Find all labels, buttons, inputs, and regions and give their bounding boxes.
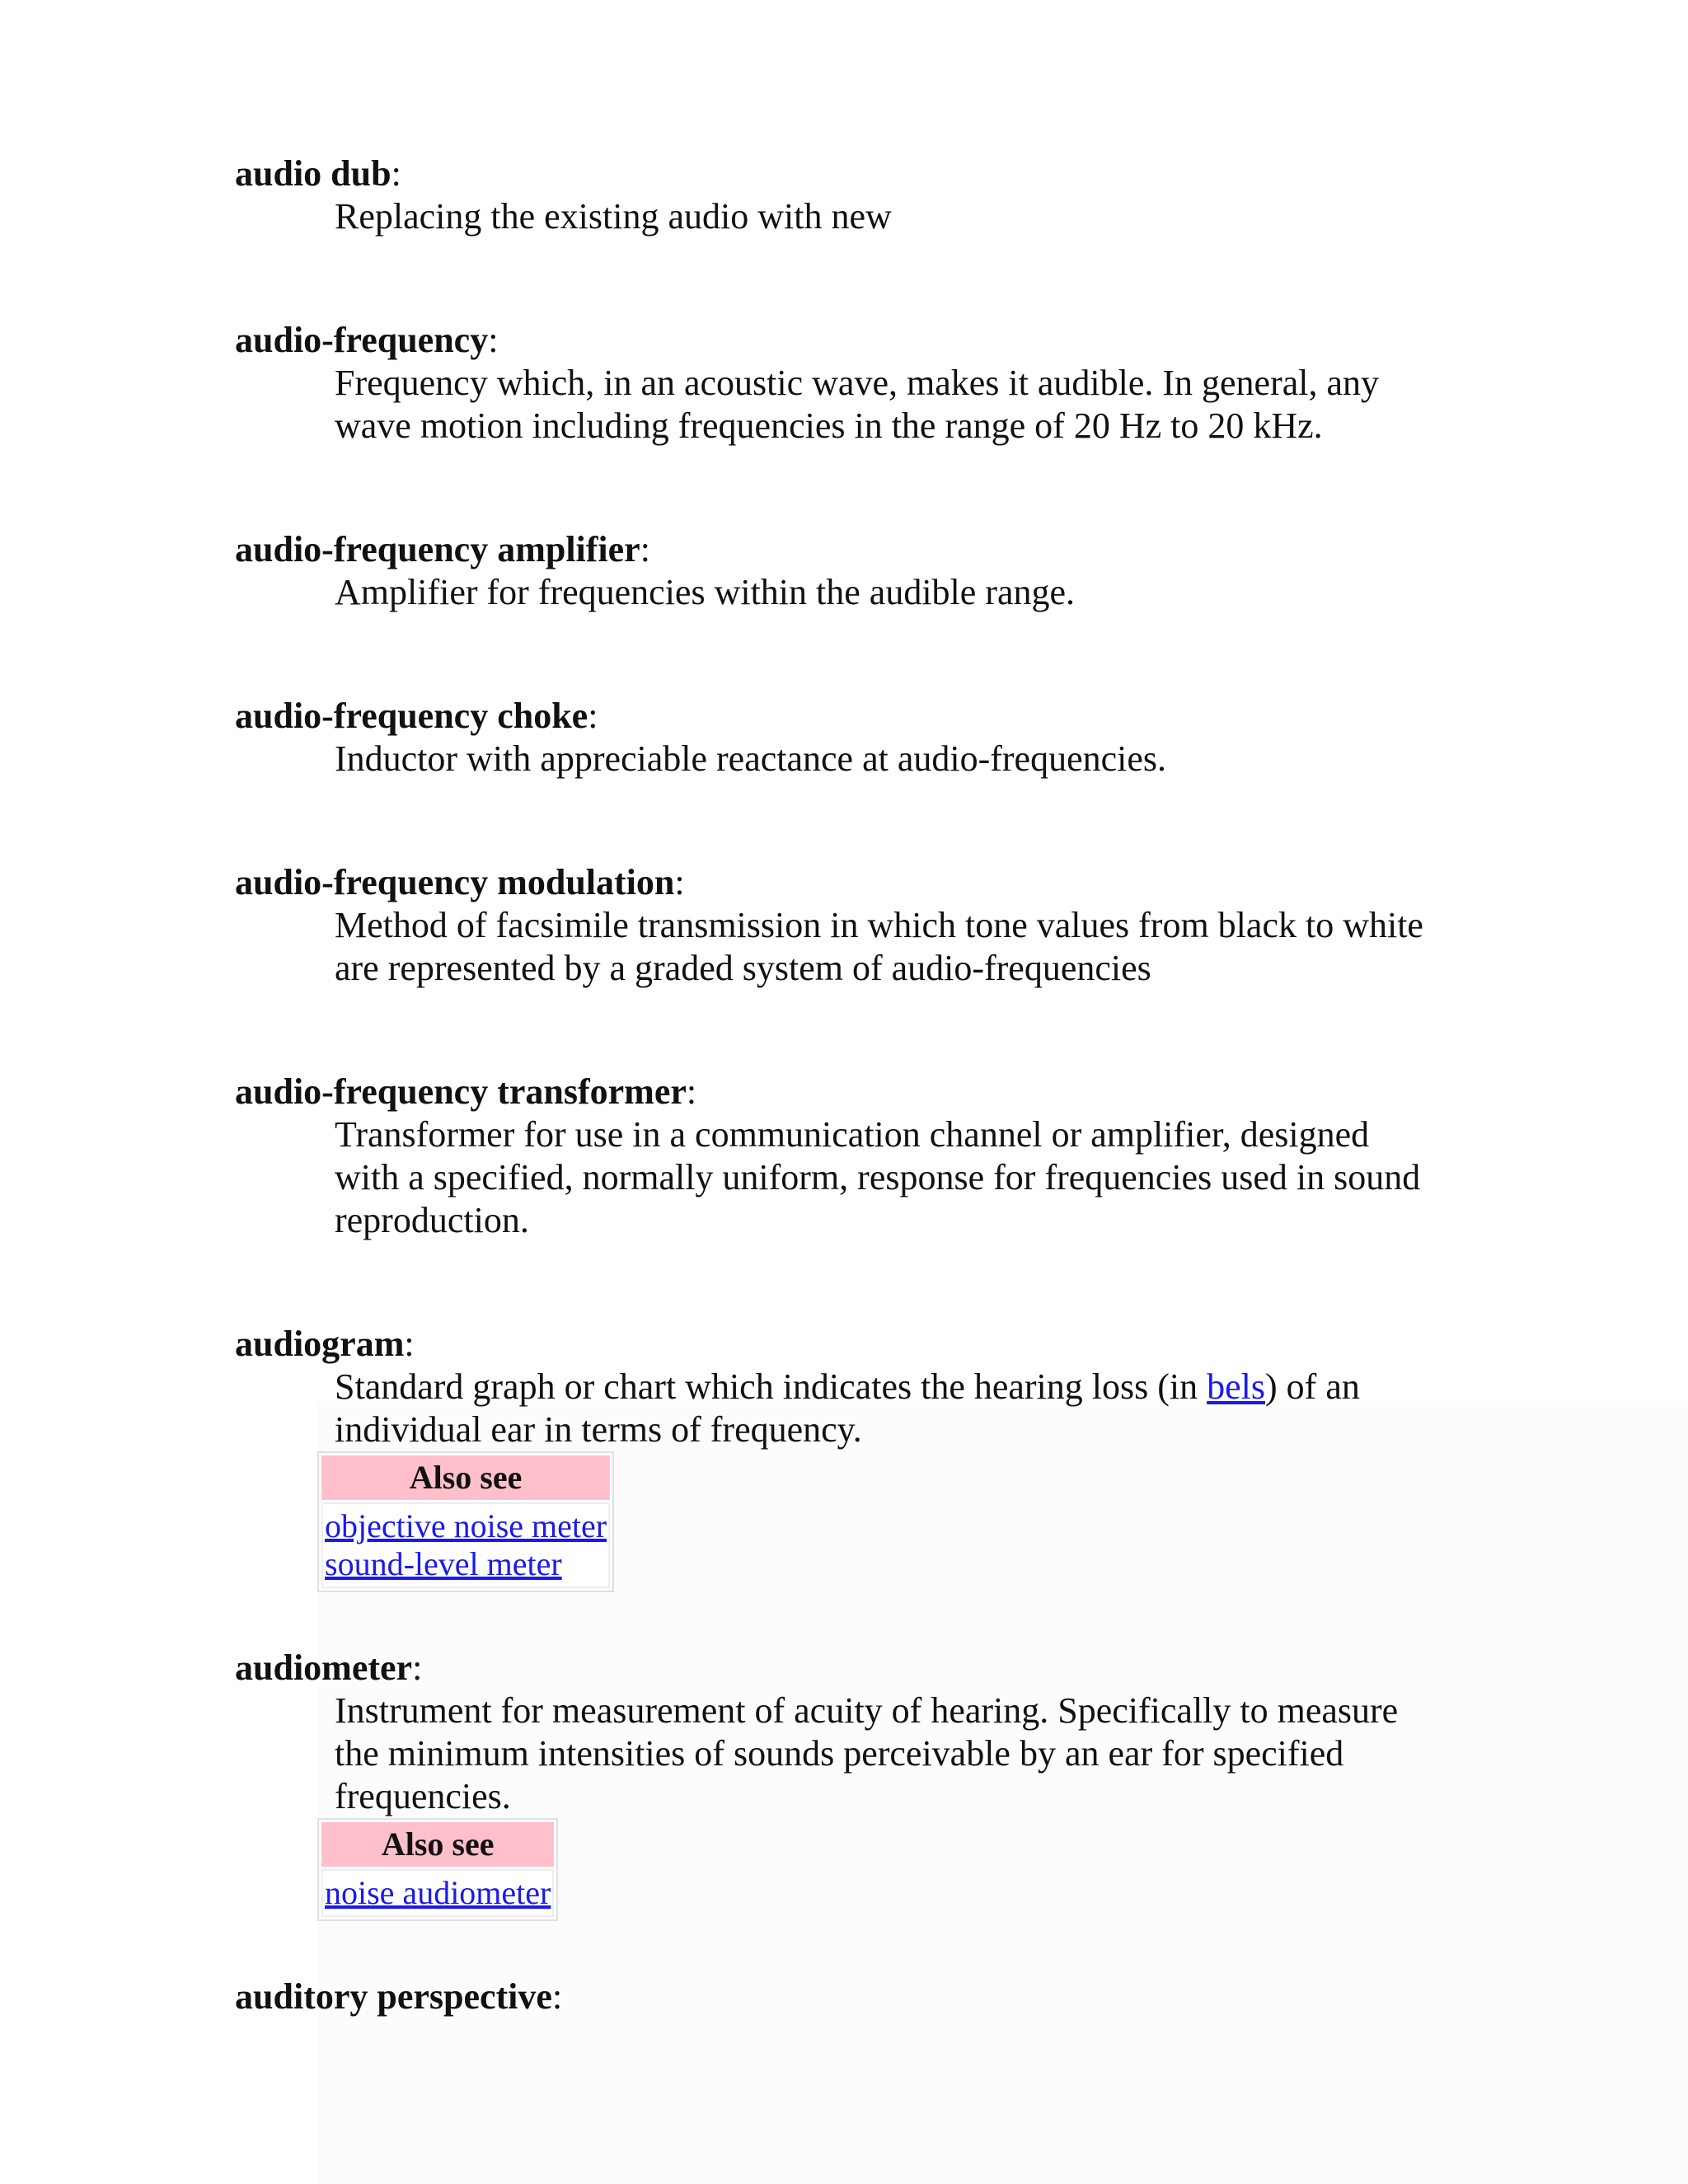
entry-term: audiometer: <box>235 1647 423 1688</box>
also-see-links <box>321 1502 610 1588</box>
term-audio-frequency: audio-frequency <box>235 320 489 360</box>
term-audio-dub: audio dub <box>235 153 392 194</box>
term-auditory-perspective: auditory perspective <box>235 1976 552 2017</box>
glossary-list <box>235 152 1488 2018</box>
also-see-header: Also see <box>321 1822 554 1867</box>
entry-definition: Amplifier for frequencies within the audible range. <box>335 572 1076 612</box>
entry-term: audiogram: <box>235 1324 415 1364</box>
term-audio-frequency-transformer: audio-frequency transformer <box>235 1071 687 1112</box>
also-see-table <box>317 1818 558 1921</box>
entry-definition: Method of facsimile transmission in which tone values from black to white are represented by a graded system of audio-frequencies <box>335 905 1423 988</box>
also-see-links <box>321 1869 554 1917</box>
entry-definition: Inductor with appreciable reactance at audio-frequencies. <box>335 738 1167 779</box>
link-objective-noise-meter[interactable]: objective noise meter <box>325 1507 607 1544</box>
also-see-header: Also see <box>321 1455 610 1500</box>
term-audiometer: audiometer <box>235 1647 413 1688</box>
entry-term: audio-frequency modulation: <box>235 862 685 902</box>
entry-term: auditory perspective: <box>235 1976 563 2017</box>
entry-definition: Instrument for measurement of acuity of hearing. Specifically to measure the minimum intensities of sounds perceivable by an ear for specified frequencies. <box>335 1690 1399 1816</box>
link-noise-audiometer[interactable]: noise audiometer <box>325 1874 551 1911</box>
entry-term: audio-frequency: <box>235 320 499 360</box>
entry-term: audio dub: <box>235 153 401 194</box>
also-see-table <box>317 1451 614 1592</box>
term-audio-frequency-modulation: audio-frequency modulation <box>235 862 675 902</box>
entry-term: audio-frequency choke: <box>235 696 598 736</box>
entry-definition: Frequency which, in an acoustic wave, makes it audible. In general, any wave motion including frequencies in the range of 20 Hz to 20 kHz. <box>335 363 1379 446</box>
term-audio-frequency-amplifier: audio-frequency amplifier <box>235 529 640 569</box>
entry-definition: Transformer for use in a communication channel or amplifier, designed with a specified, normally uniform, response for frequencies used in sound reproduction. <box>335 1114 1421 1240</box>
bels-link[interactable]: bels <box>1207 1366 1266 1407</box>
entry-definition: Standard graph or chart which indicates the hearing loss (in bels) of an individual ear in terms of frequency. <box>335 1366 1360 1450</box>
glossary-page <box>235 152 1488 2018</box>
term-audio-frequency-choke: audio-frequency choke <box>235 696 588 736</box>
entry-definition: Replacing the existing audio with new <box>335 196 892 237</box>
link-sound-level-meter[interactable]: sound-level meter <box>325 1545 562 1582</box>
entry-term: audio-frequency amplifier: <box>235 529 650 569</box>
term-audiogram: audiogram <box>235 1324 405 1364</box>
entry-term: audio-frequency transformer: <box>235 1071 697 1112</box>
